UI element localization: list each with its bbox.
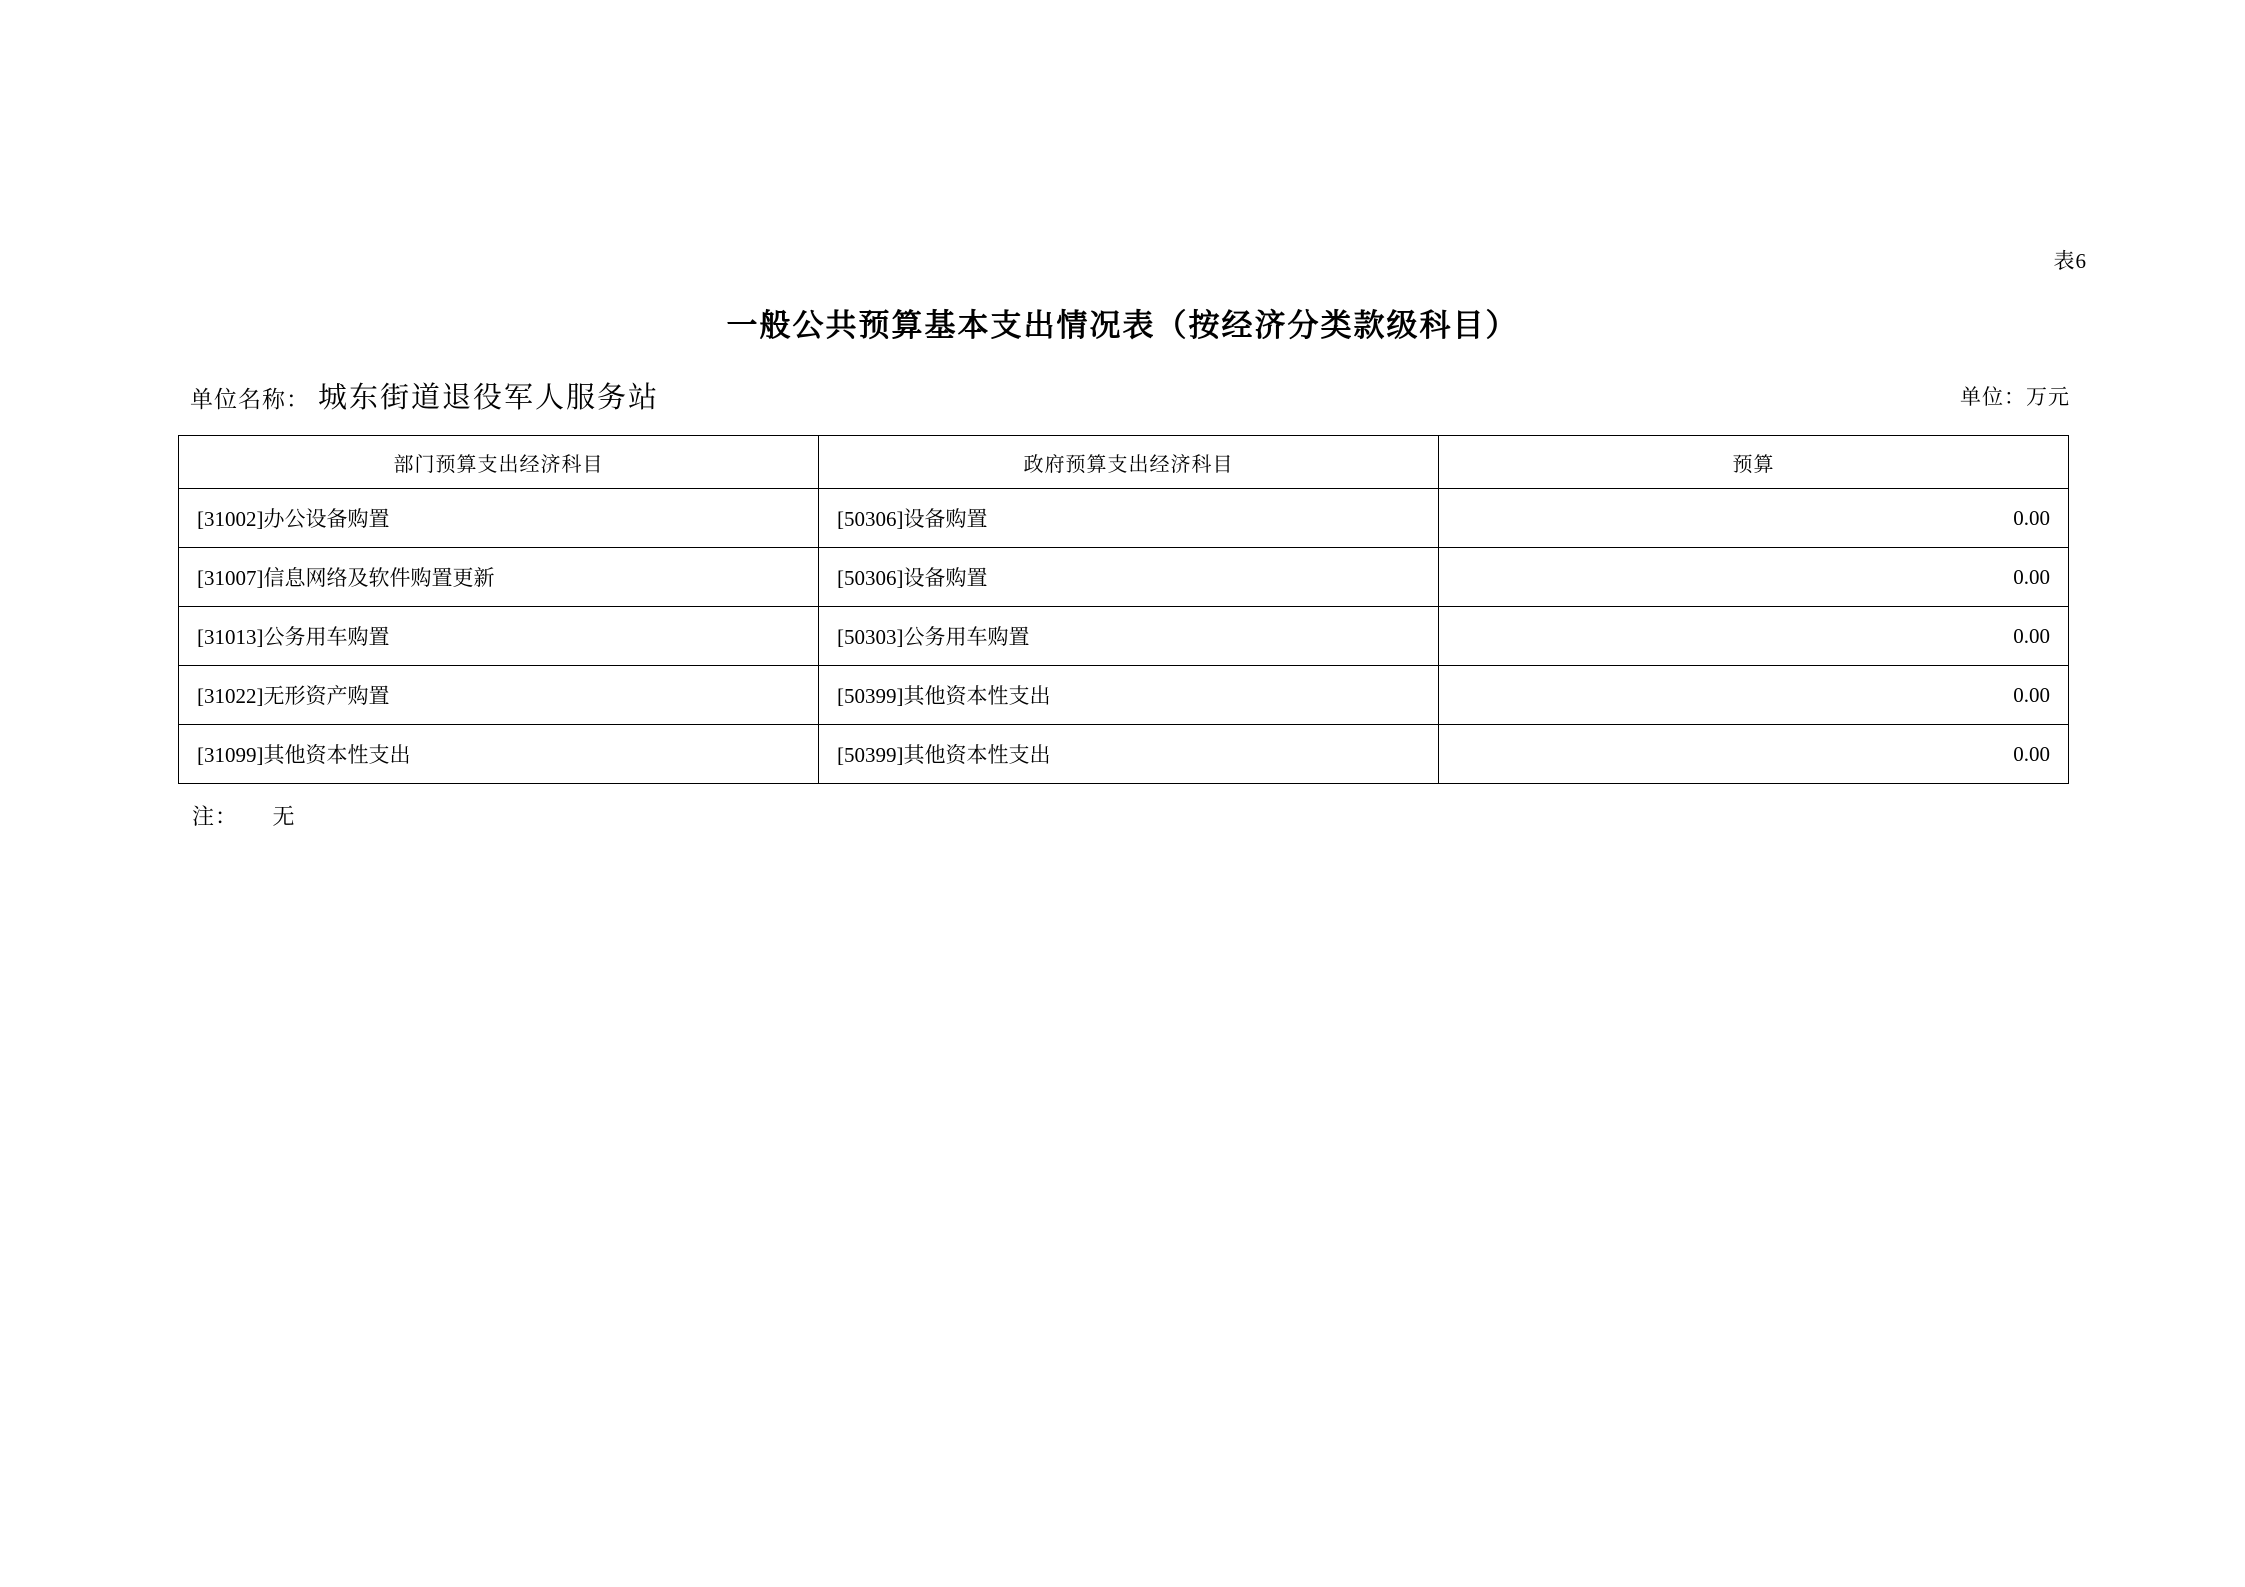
cell-budget-amount: 0.00	[1439, 666, 2069, 725]
table-row	[179, 548, 2069, 607]
cell-gov-subject: [50399]其他资本性支出	[819, 725, 1439, 784]
cell-gov-subject: [50399]其他资本性支出	[819, 666, 1439, 725]
footnote-value: 无	[272, 804, 296, 829]
page-title: 一般公共预算基本支出情况表（按经济分类款级科目）	[726, 308, 1519, 343]
cell-budget-amount: 0.00	[1439, 489, 2069, 548]
cell-gov-subject: [50303]公务用车购置	[819, 607, 1439, 666]
cell-dept-subject: [31002]办公设备购置	[179, 489, 819, 548]
meta-row	[190, 375, 2070, 415]
cell-dept-subject: [31007]信息网络及软件购置更新	[179, 548, 819, 607]
cell-dept-subject: [31099]其他资本性支出	[179, 725, 819, 784]
table-row	[179, 725, 2069, 784]
cell-gov-subject: [50306]设备购置	[819, 489, 1439, 548]
table-row	[179, 666, 2069, 725]
cell-budget-amount: 0.00	[1439, 725, 2069, 784]
table-header-row	[179, 436, 2069, 489]
cell-dept-subject: [31022]无形资产购置	[179, 666, 819, 725]
footnote-label: 注：	[192, 804, 239, 829]
cell-gov-subject: [50306]设备购置	[819, 548, 1439, 607]
table-row	[179, 489, 2069, 548]
table-row	[179, 607, 2069, 666]
footnote	[192, 800, 296, 831]
sheet-tag: 表6	[2053, 249, 2087, 273]
column-header-budget: 预算	[1439, 436, 2069, 489]
column-header-gov: 政府预算支出经济科目	[819, 436, 1439, 489]
budget-table	[178, 435, 2069, 784]
cell-dept-subject: [31013]公务用车购置	[179, 607, 819, 666]
unit-name-value: 城东街道退役军人服务站	[318, 382, 660, 414]
unit-name-label: 单位名称：	[190, 387, 310, 412]
cell-budget-amount: 0.00	[1439, 548, 2069, 607]
column-header-dept: 部门预算支出经济科目	[179, 436, 819, 489]
cell-budget-amount: 0.00	[1439, 607, 2069, 666]
currency-note: 单位：万元	[1960, 385, 2070, 409]
